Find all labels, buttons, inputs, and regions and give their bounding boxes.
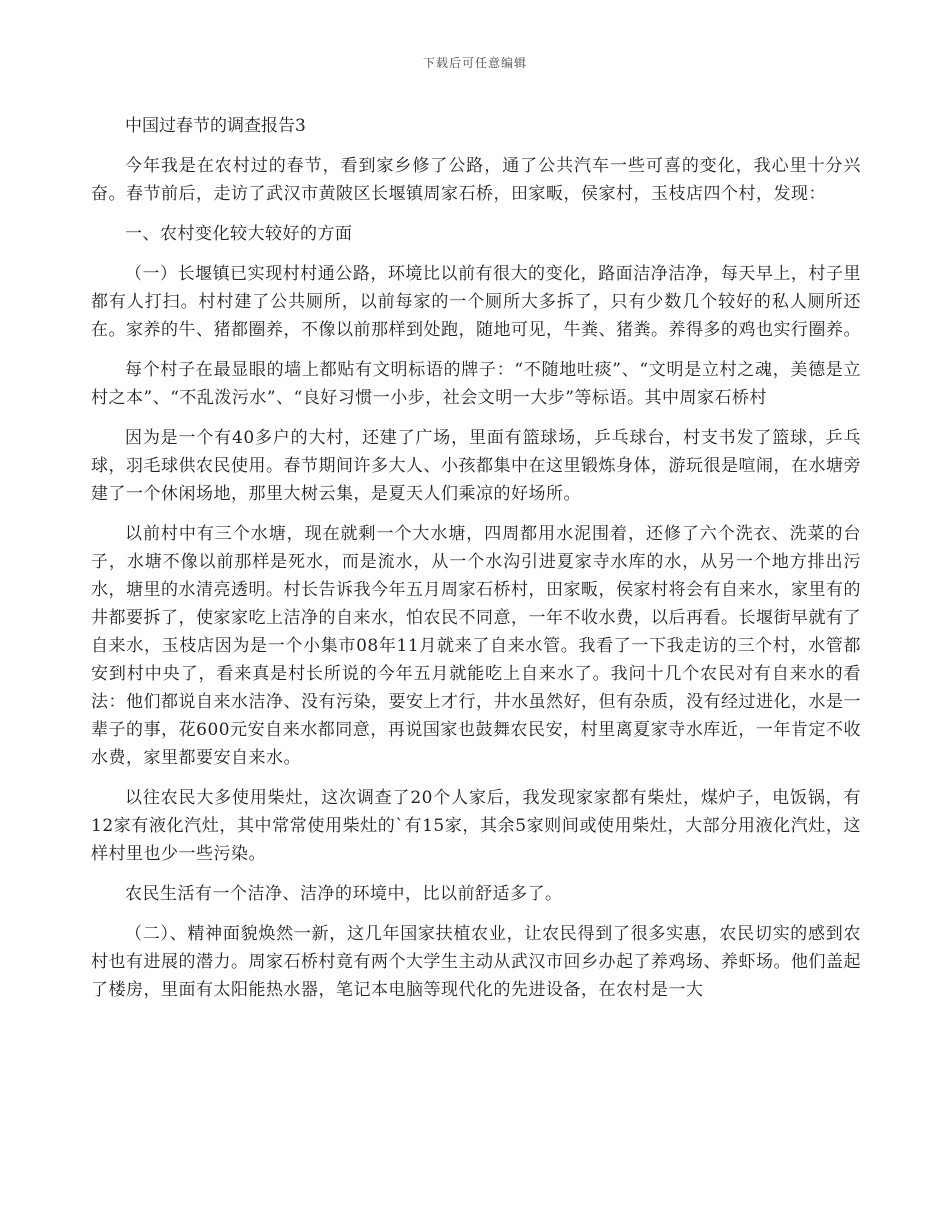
- paragraph-roads-environment: （一）长堰镇已实现村村通公路，环境比以前有很大的变化，路面洁净洁净，每天早上，村子里都有人打扫。村村建了公共厕所，以前每家的一个厕所大多拆了，只有少数几个较好的私人厕所还在。家养的牛、猪都圈养，不像以前那样到处跑，随地可见，牛粪、猪粪。养得多的鸡也实行圈养。: [91, 264, 861, 340]
- paragraph-clean-environment: 农民生活有一个洁净、洁净的环境中，比以前舒适多了。: [125, 884, 563, 904]
- page-header: 下载后可任意编辑: [422, 56, 527, 70]
- paragraph-stoves: 以往农民大多使用柴灶，这次调查了20个人家后，我发现家家都有柴灶，煤炉子，电饭锅，有12家有液化汽灶，其中常常使用柴灶的`有15家，其余5家则间或使用柴灶，大部分用液化汽灶，这样村里也少一些污染。: [91, 788, 861, 864]
- document-title: 中国过春节的调查报告3: [125, 116, 306, 136]
- paragraph-slogans: 每个村子在最显眼的墙上都贴有文明标语的牌子：“不随地吐痰”、“文明是立村之魂，美德是立村之本”、“不乱泼污水”、“良好习惯一小步，社会文明一大步”等标语。其中周家石桥村: [91, 360, 861, 408]
- section-heading-1: 一、农村变化较大较好的方面: [125, 224, 353, 244]
- paragraph-intro: 今年我是在农村过的春节，看到家乡修了公路，通了公共汽车一些可喜的变化，我心里十分兴奋。春节前后，走访了武汉市黄陂区长堰镇周家石桥，田家畈，侯家村，玉枝店四个村，发现：: [91, 156, 861, 204]
- paragraph-water: 以前村中有三个水塘，现在就剩一个大水塘，四周都用水泥围着，还修了六个洗衣、洗菜的台子，水塘不像以前那样是死水，而是流水，从一个水沟引进夏家寺水库的水，从另一个地方排出污水，塘里的水清亮透明。村长告诉我今年五月周家石桥村，田家畈，侯家村将会有自来水，家里有的井都要拆了，使家家吃上洁净的自来水，怕农民不同意，一年不收水费，以后再看。长堰街早就有了自来水，玉枝店因为是一个小集市08年11月就来了自来水管。我看了一下我走访的三个村，水管都安到村中央了，看来真是村长所说的今年五月就能吃上自来水了。我问十几个农民对有自来水的看法：他们都说自来水洁净、没有污染，要安上才行，井水虽然好，但有杂质，没有经过进化，水是一辈子的事，花600元安自来水都同意，再说国家也鼓舞农民安，村里离夏家寺水库近，一年肯定不收水费，家里都要安自来水。: [91, 524, 861, 768]
- paragraph-plaza: 因为是一个有40多户的大村，还建了广场，里面有篮球场，乒乓球台，村支书发了篮球，乒乓球，羽毛球供农民使用。春节期间许多大人、小孩都集中在这里锻炼身体，游玩很是喧闹，在水塘旁建了一个休闲场地，那里大树云集，是夏天人们乘凉的好场所。: [91, 428, 861, 504]
- document-body: [91, 112, 861, 1016]
- paragraph-spirit: （二）、精神面貌焕然一新，这几年国家扶植农业，让农民得到了很多实惠，农民切实的感到农村也有进展的潜力。周家石桥村竟有两个大学生主动从武汉市回乡办起了养鸡场、养虾场。他们盖起了楼房，里面有太阳能热水器，笔记本电脑等现代化的先进设备，在农村是一大: [91, 924, 861, 1000]
